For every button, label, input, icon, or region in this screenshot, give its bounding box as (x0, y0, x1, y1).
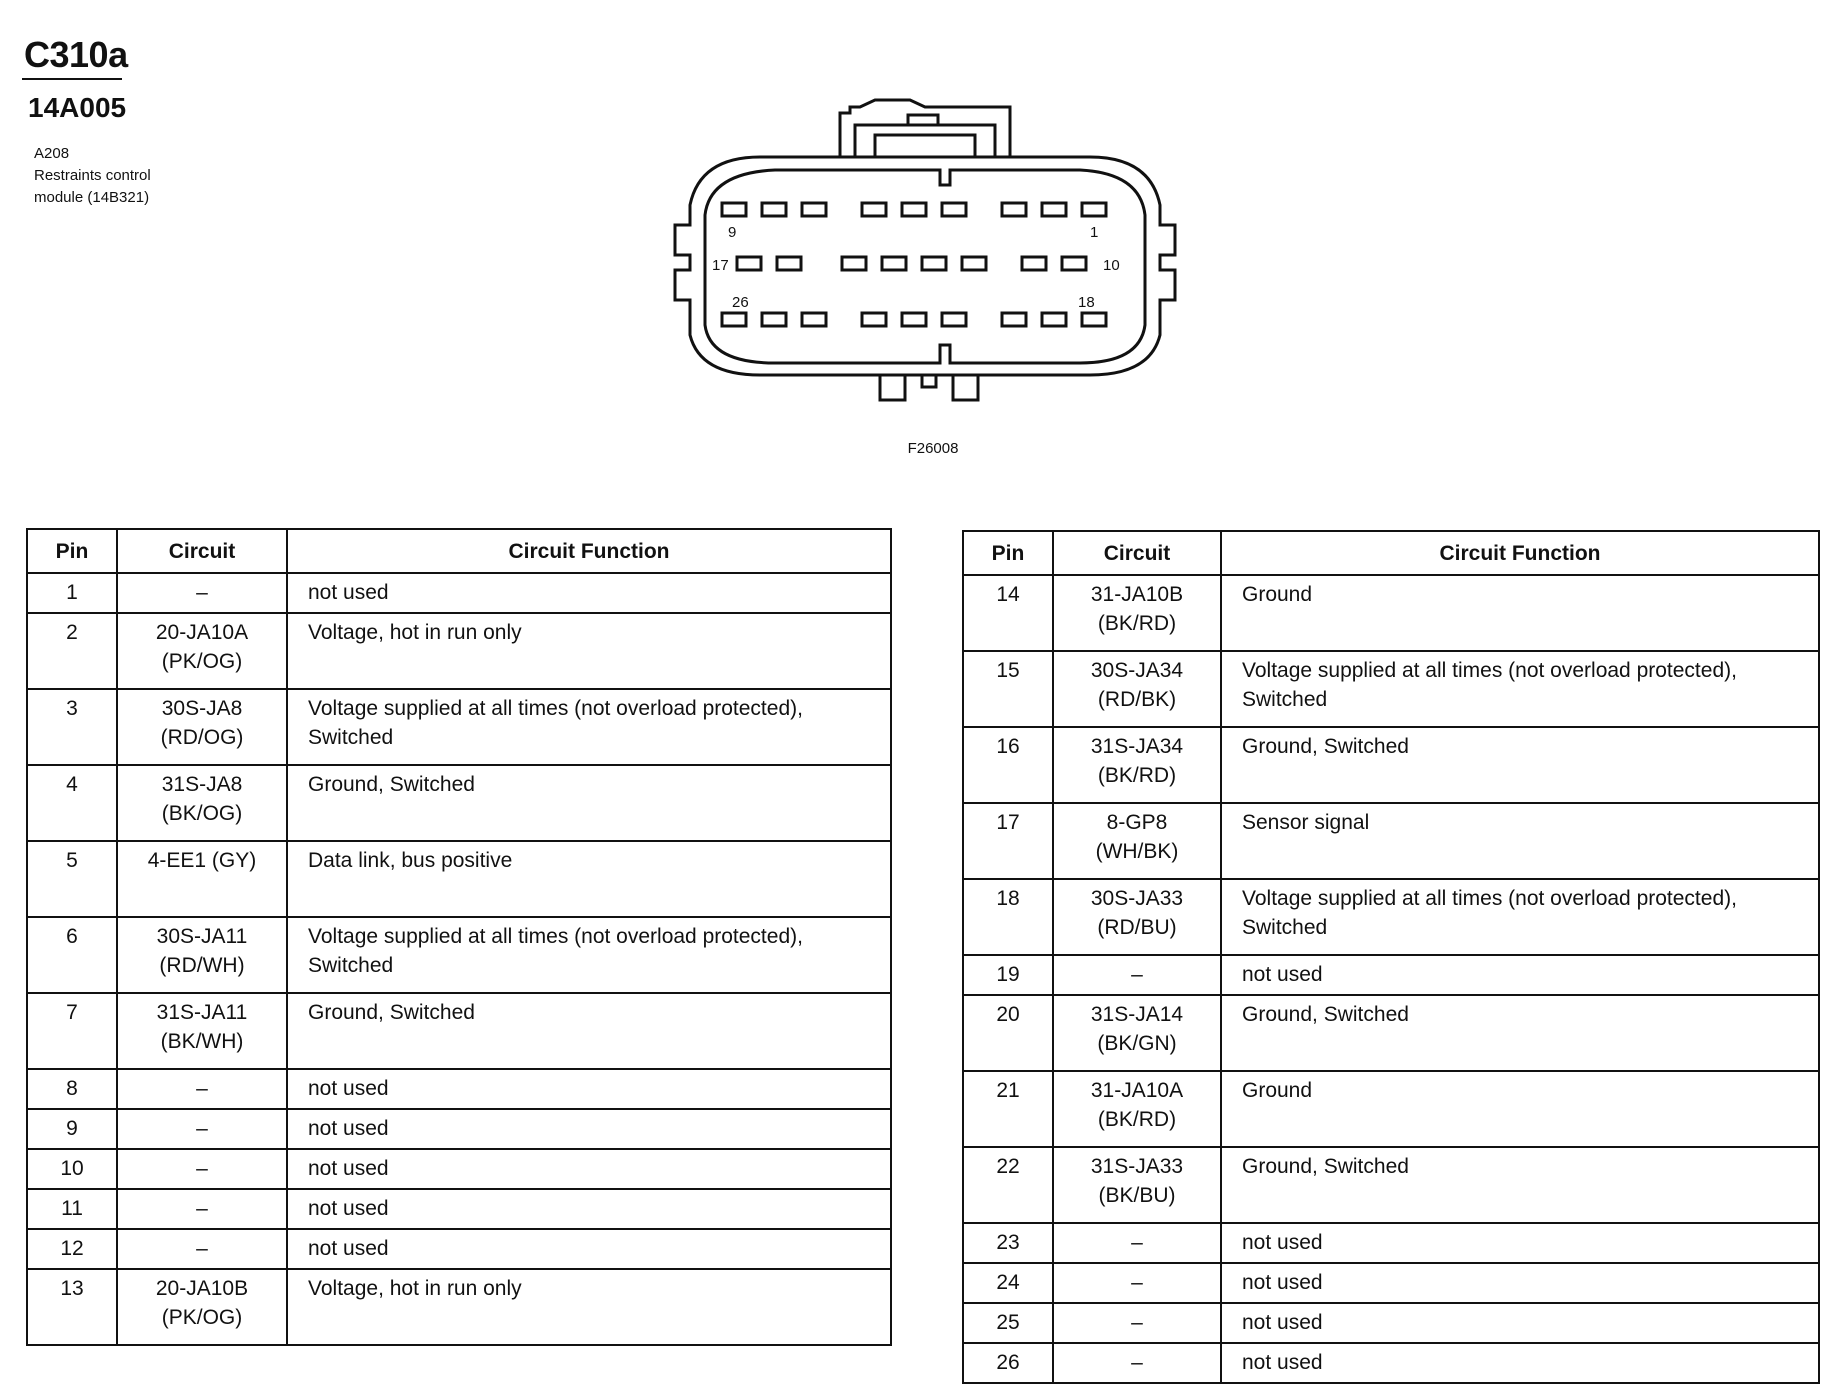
col-header-pin: Pin (963, 531, 1053, 575)
pin-number: 26 (963, 1343, 1053, 1383)
pin-number: 16 (963, 727, 1053, 803)
function-line: Switched (308, 954, 394, 977)
pin-number: 15 (963, 651, 1053, 727)
pin-number: 21 (963, 1071, 1053, 1147)
circuit-line: 31S-JA11 (156, 1001, 248, 1024)
table-row (27, 917, 891, 993)
table-row (963, 879, 1819, 955)
function-line: Voltage supplied at all times (not overload protected), (1242, 659, 1737, 682)
pin-number: 10 (27, 1149, 117, 1189)
circuit-line: 30S-JA8 (161, 697, 243, 720)
pin-number: 22 (963, 1147, 1053, 1223)
function-line: Ground, Switched (308, 1001, 475, 1024)
circuit-line: 30S-JA33 (1090, 887, 1184, 910)
col-header-function: Circuit Function (287, 529, 891, 573)
function-cell (287, 1069, 891, 1109)
function-line: not used (1242, 1231, 1323, 1254)
table-row (27, 1149, 891, 1189)
function-cell (287, 573, 891, 613)
function-line: not used (308, 1077, 389, 1100)
circuit-cell (117, 1069, 287, 1109)
function-cell (287, 917, 891, 993)
circuit-line: – (196, 581, 208, 604)
function-cell (1221, 995, 1819, 1071)
pin-number: 2 (27, 613, 117, 689)
table-header-row (27, 529, 891, 573)
circuit-line: (BK/OG) (161, 802, 243, 825)
function-line: Switched (1242, 916, 1328, 939)
table-row (27, 689, 891, 765)
pin-number: 13 (27, 1269, 117, 1345)
circuit-line: (BK/GN) (1097, 1032, 1177, 1055)
part-number: 14A005 (28, 92, 127, 123)
circuit-line: 31S-JA34 (1090, 735, 1184, 758)
circuit-cell (117, 689, 287, 765)
table-row (963, 955, 1819, 995)
circuit-cell (117, 765, 287, 841)
circuit-cell (1053, 995, 1221, 1071)
function-line: Ground (1242, 583, 1313, 606)
col-header-circuit: Circuit (117, 529, 287, 573)
pin-number: 24 (963, 1263, 1053, 1303)
function-cell (287, 1109, 891, 1149)
circuit-line: (BK/RD) (1097, 1108, 1177, 1131)
circuit-line: 31S-JA14 (1090, 1003, 1184, 1026)
pinout-table-right (962, 530, 1820, 1384)
table-body (963, 575, 1819, 1383)
figure-id: F26008 (907, 440, 959, 457)
function-line: not used (308, 1237, 389, 1260)
table-row (963, 575, 1819, 651)
table-row (963, 995, 1819, 1071)
circuit-cell (1053, 879, 1221, 955)
circuit-line: – (1131, 1231, 1143, 1254)
component-description (34, 143, 151, 209)
function-line: not used (308, 581, 389, 604)
pin-number: 14 (963, 575, 1053, 651)
function-line: Ground, Switched (1242, 735, 1409, 758)
function-cell (287, 1189, 891, 1229)
pin-label-17: 17 (712, 257, 729, 274)
pin-label-26: 26 (732, 294, 749, 311)
circuit-cell (117, 841, 287, 917)
circuit-line: 31S-JA33 (1090, 1155, 1184, 1178)
circuit-line: 8-GP8 (1106, 811, 1168, 834)
circuit-line: 31-JA10A (1090, 1079, 1184, 1102)
function-cell (1221, 1263, 1819, 1303)
function-line: Voltage supplied at all times (not overload protected), (1242, 887, 1737, 910)
function-cell (1221, 1147, 1819, 1223)
function-cell (287, 689, 891, 765)
function-line: Voltage supplied at all times (not overload protected), (308, 697, 803, 720)
circuit-cell (1053, 1303, 1221, 1343)
circuit-line: – (196, 1237, 208, 1260)
circuit-line: – (196, 1157, 208, 1180)
function-line: Switched (1242, 688, 1328, 711)
circuit-cell (117, 1269, 287, 1345)
pin-number: 18 (963, 879, 1053, 955)
function-line: Switched (308, 726, 394, 749)
function-line: Voltage, hot in run only (308, 1277, 522, 1300)
table-row (27, 1269, 891, 1345)
connector-housing (675, 100, 1175, 400)
function-cell (1221, 1343, 1819, 1383)
circuit-cell (117, 917, 287, 993)
circuit-cell (1053, 955, 1221, 995)
function-cell (287, 1149, 891, 1189)
function-line: Voltage supplied at all times (not overload protected), (308, 925, 803, 948)
circuit-line: 31-JA10B (1090, 583, 1184, 606)
function-line: not used (1242, 1271, 1323, 1294)
col-header-pin: Pin (27, 529, 117, 573)
function-cell (1221, 1223, 1819, 1263)
circuit-cell (1053, 651, 1221, 727)
circuit-cell (117, 573, 287, 613)
circuit-line: – (1131, 1271, 1143, 1294)
circuit-cell (1053, 1263, 1221, 1303)
function-cell (287, 841, 891, 917)
circuit-line: 4-EE1 (GY) (147, 849, 257, 872)
function-cell (1221, 955, 1819, 995)
circuit-line: 30S-JA11 (156, 925, 248, 948)
table-row (27, 993, 891, 1069)
circuit-cell (117, 1189, 287, 1229)
function-cell (1221, 651, 1819, 727)
pin-number: 5 (27, 841, 117, 917)
circuit-line: – (196, 1077, 208, 1100)
table-row (963, 1223, 1819, 1263)
circuit-line: (BK/RD) (1097, 764, 1177, 787)
pin-label-9: 9 (728, 224, 737, 241)
function-cell (1221, 803, 1819, 879)
table-row (963, 1263, 1819, 1303)
function-cell (1221, 1303, 1819, 1343)
table-body (27, 573, 891, 1345)
circuit-cell (1053, 1343, 1221, 1383)
pin-number: 12 (27, 1229, 117, 1269)
pin-number: 19 (963, 955, 1053, 995)
connector-face-diagram (650, 95, 1210, 415)
function-cell (287, 613, 891, 689)
circuit-cell (1053, 1147, 1221, 1223)
table-row (963, 1343, 1819, 1383)
function-line: Data link, bus positive (308, 849, 513, 872)
function-cell (287, 1229, 891, 1269)
circuit-cell (1053, 1071, 1221, 1147)
pin-number: 9 (27, 1109, 117, 1149)
circuit-line: (BK/WH) (160, 1030, 244, 1053)
function-cell (287, 1269, 891, 1345)
desc-line: Restraints control (34, 167, 151, 184)
function-line: Ground, Switched (1242, 1155, 1409, 1178)
table-row (963, 1071, 1819, 1147)
function-cell (1221, 879, 1819, 955)
circuit-line: – (1131, 1311, 1143, 1334)
function-line: not used (1242, 963, 1323, 986)
table-row (27, 765, 891, 841)
desc-line: module (14B321) (34, 189, 150, 206)
col-header-function: Circuit Function (1221, 531, 1819, 575)
table-row (963, 651, 1819, 727)
function-line: Ground (1242, 1079, 1313, 1102)
table-row (963, 727, 1819, 803)
table-row (27, 841, 891, 917)
col-header-circuit: Circuit (1053, 531, 1221, 575)
pin-number: 3 (27, 689, 117, 765)
circuit-cell (117, 1149, 287, 1189)
function-cell (1221, 575, 1819, 651)
circuit-cell (1053, 803, 1221, 879)
title-underline (22, 78, 122, 80)
circuit-line: – (1131, 1351, 1143, 1374)
function-line: not used (1242, 1351, 1323, 1374)
circuit-line: (RD/BK) (1097, 688, 1177, 711)
pin-number: 1 (27, 573, 117, 613)
pin-number: 4 (27, 765, 117, 841)
table-row (27, 1189, 891, 1229)
circuit-line: (RD/OG) (160, 726, 244, 749)
circuit-line: (PK/OG) (161, 1306, 243, 1329)
circuit-line: – (196, 1197, 208, 1220)
table-row (27, 1069, 891, 1109)
circuit-line: – (1131, 963, 1143, 986)
table-row (963, 1147, 1819, 1223)
table-row (27, 573, 891, 613)
circuit-line: (RD/BU) (1097, 916, 1177, 939)
function-line: not used (308, 1197, 389, 1220)
circuit-cell (117, 1109, 287, 1149)
table-row (963, 803, 1819, 879)
circuit-line: 20-JA10A (155, 621, 249, 644)
pin-number: 6 (27, 917, 117, 993)
function-line: Sensor signal (1242, 811, 1370, 834)
pinout-table-left (26, 528, 892, 1346)
circuit-cell (1053, 727, 1221, 803)
pin-label-18: 18 (1078, 294, 1095, 311)
circuit-line: (BK/RD) (1097, 612, 1177, 635)
circuit-line: (PK/OG) (161, 650, 243, 673)
table-row (27, 1109, 891, 1149)
table-row (963, 1303, 1819, 1343)
desc-line: A208 (34, 145, 70, 162)
pin-number: 23 (963, 1223, 1053, 1263)
function-cell (287, 993, 891, 1069)
table-header-row (963, 531, 1819, 575)
table-row (27, 613, 891, 689)
function-line: not used (1242, 1311, 1323, 1334)
circuit-cell (117, 613, 287, 689)
function-line: not used (308, 1117, 389, 1140)
circuit-cell (117, 1229, 287, 1269)
pin-label-1: 1 (1090, 224, 1099, 241)
function-line: Ground, Switched (1242, 1003, 1409, 1026)
circuit-line: (RD/WH) (159, 954, 245, 977)
circuit-line: (BK/BU) (1098, 1184, 1176, 1207)
circuit-line: (WH/BK) (1095, 840, 1179, 863)
pin-number: 11 (27, 1189, 117, 1229)
pin-label-10: 10 (1103, 257, 1120, 274)
circuit-line: 30S-JA34 (1090, 659, 1184, 682)
pin-number: 17 (963, 803, 1053, 879)
circuit-line: 31S-JA8 (161, 773, 243, 796)
circuit-cell (1053, 1223, 1221, 1263)
function-cell (1221, 1071, 1819, 1147)
pin-number: 20 (963, 995, 1053, 1071)
circuit-cell (1053, 575, 1221, 651)
circuit-line: – (196, 1117, 208, 1140)
function-line: Voltage, hot in run only (308, 621, 522, 644)
function-line: not used (308, 1157, 389, 1180)
pin-cavities (722, 203, 1106, 326)
function-cell (287, 765, 891, 841)
function-line: Ground, Switched (308, 773, 475, 796)
circuit-cell (117, 993, 287, 1069)
pin-number: 8 (27, 1069, 117, 1109)
pin-number: 7 (27, 993, 117, 1069)
pin-number: 25 (963, 1303, 1053, 1343)
function-cell (1221, 727, 1819, 803)
table-row (27, 1229, 891, 1269)
circuit-line: 20-JA10B (155, 1277, 249, 1300)
connector-title: C310a (24, 34, 128, 75)
